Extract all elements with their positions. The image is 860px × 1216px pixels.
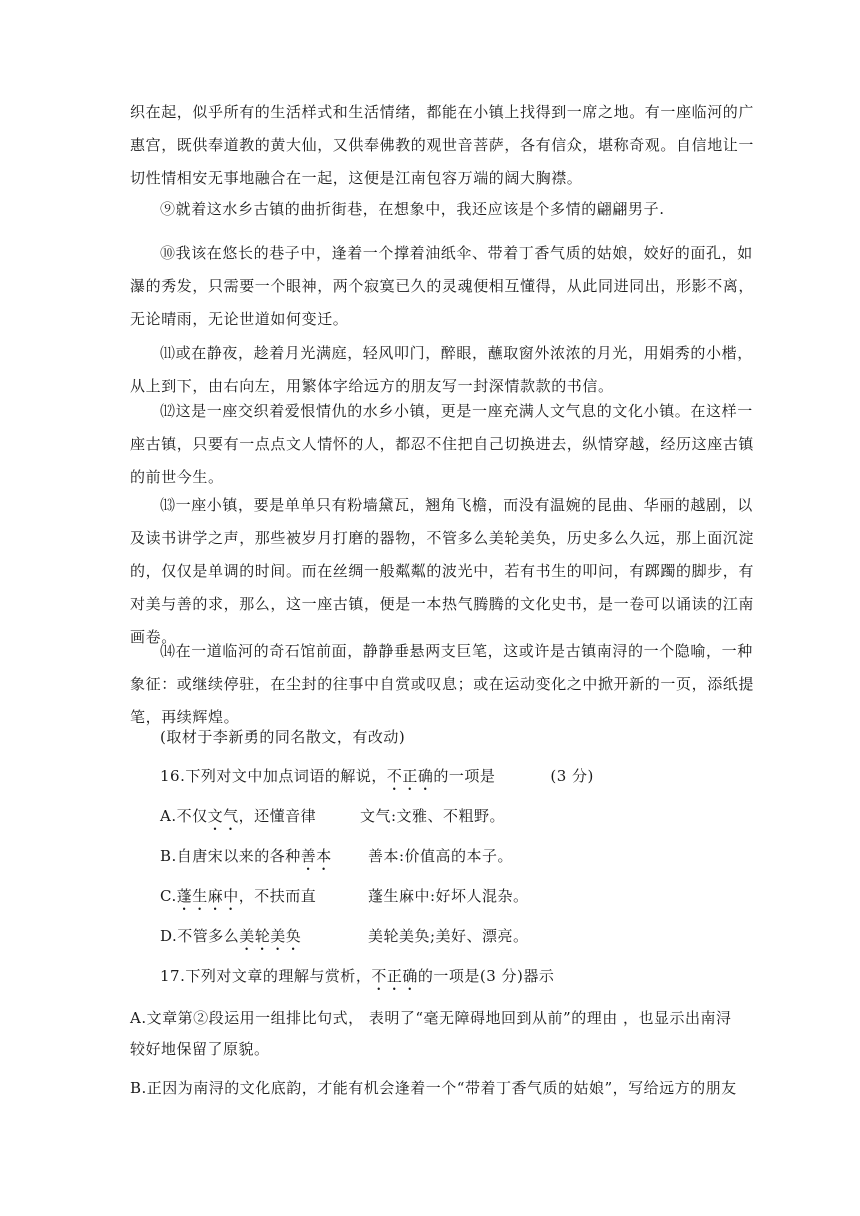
text-line: ⑨就着这水乡古镇的曲折街巷，在想象中，我还应该是个多情的翩翩男子.	[160, 200, 665, 218]
q16-option-b	[160, 846, 680, 874]
option-text: ，还懂音律	[238, 807, 317, 825]
text-line: 从上到下，由右向左，用繁体字给远方的朋友写一封深情款款的书信。	[130, 377, 614, 395]
paragraph-13	[130, 489, 755, 654]
paragraph-9	[130, 193, 760, 226]
paragraph-10	[130, 237, 755, 336]
q17-option-a-line2: 较好地保留了原貌。	[130, 1040, 270, 1058]
q17-option-b-line1: B.正因为南浔的文化底韵，才能有机会逢着一个“带着丁香气质的姑娘”，写给远方的朋友	[130, 1079, 737, 1097]
text-line: 织在起，似乎所有的生活样式和生活情绪，都能在小镇上找得到一席之地。有一座临河的广	[130, 103, 755, 121]
text-line: ⑿这是一座交织着爱恨情仇的水乡小镇，更是一座充满人文气息的文化小镇。在这样一	[160, 402, 753, 420]
text-line: ⒁在一道临河的奇石馆前面，静静垂悬两支巨笔，这或许是古镇南浔的一个隐喻，一种	[160, 642, 753, 660]
text-line: 的，仅仅是单调的时间。而在丝绸一般粼粼的波光中，若有书生的叩问，有踯躅的脚步，有	[130, 562, 755, 580]
q17-dotted: 不正确	[371, 967, 418, 985]
q16-score: (3 分)	[550, 767, 594, 785]
question-17-stem	[160, 966, 554, 994]
q16-option-a	[160, 806, 680, 834]
q16-suffix: 的一项是	[433, 767, 496, 785]
text-line: ⑾或在静夜，趁着月光满庭，轻风叩门，醉眼，蘸取窗外浓浓的月光，用娟秀的小楷，	[160, 344, 753, 362]
text-line: 对美与善的求，那么，这一座古镇，便是一本热气腾腾的文化史书，是一卷可以诵读的江南	[130, 595, 755, 613]
q17-suffix: 的一项是(3 分)器示	[417, 967, 555, 985]
text-line: 无论晴雨，无论世道如何变迁。	[130, 310, 349, 328]
option-dotted: 美轮美奂	[239, 927, 302, 945]
text-line: 的前世今生。	[130, 468, 224, 486]
text-line: 瀑的秀发，只需要一个眼神，两个寂寞已久的灵魂便相互懂得，从此同进同出，形影不离，	[130, 277, 755, 295]
option-dotted: 蓬生麻中	[176, 887, 239, 905]
text-line: 切性情相安无事地融合在一起，这便是江南包容万端的阔大胸襟。	[130, 169, 583, 187]
text-line: ⒀一座小镇，要是单单只有粉墙黛瓦，翘角飞檐，而没有温婉的昆曲、华丽的越剧，以	[160, 496, 753, 514]
q16-dotted: 不正确	[386, 767, 434, 785]
q16-option-d	[160, 926, 680, 954]
option-explanation: 文气:文雅、不粗野。	[360, 807, 506, 825]
q16-option-c	[160, 886, 680, 914]
option-dotted: 善本	[300, 847, 332, 865]
text-line: 画卷。	[130, 628, 177, 646]
paragraph-14	[130, 635, 755, 734]
source-note: (取材于李新勇的同名散文，有改动)	[160, 728, 406, 746]
text-line: 笔，再续辉煌。	[130, 708, 240, 726]
text-line: 及读书讲学之声，那些被岁月打磨的器物，不管多么美轮美奂，历史多么久远，那上面沉淀	[130, 529, 755, 547]
option-text: A.不仅	[160, 807, 208, 825]
paragraph-11	[130, 337, 753, 403]
option-explanation: 美轮美奂;美好、漂亮。	[368, 927, 529, 945]
paragraph-continued	[130, 96, 755, 195]
option-explanation: 蓬生麻中:好坏人混杂。	[368, 887, 529, 905]
option-text: C.	[160, 887, 177, 905]
q17-option-a-line1: A.文章第②段运用一组排比句式， 表明了“毫无障碍地回到从前”的理由 ，也显示出南浔	[130, 1009, 732, 1027]
text-line: ⑩我该在悠长的巷子中，逢着一个撑着油纸伞、带着丁香气质的姑娘，姣好的面孔，如	[160, 244, 753, 262]
option-dotted: 文气	[207, 807, 239, 825]
option-explanation: 善本:价值高的本子。	[368, 847, 514, 865]
option-text: D.不管多么	[160, 927, 240, 945]
text-line: 座古镇，只要有一点点文人情怀的人，都忍不住把自己切换进去，纵情穿越，经历这座古镇	[130, 435, 755, 453]
option-text: ，不扶而直	[238, 887, 317, 905]
text-line: 象征：或继续停驻，在尘封的往事中自赏或叹息；或在运动变化之中掀开新的一页，添纸提	[130, 675, 755, 693]
text-line: 惠宫，既供奉道教的黄大仙，又供奉佛教的观世音菩萨，各有信众，堪称奇观。自信地让一	[130, 136, 755, 154]
paragraph-12	[130, 395, 755, 494]
option-text: B.自唐宋以来的各种	[160, 847, 301, 865]
q17-prefix: 17.下列对文章的理解与赏析，	[160, 967, 372, 985]
question-16-stem	[160, 766, 594, 794]
q16-prefix: 16.下列对文中加点词语的解说，	[160, 767, 387, 785]
